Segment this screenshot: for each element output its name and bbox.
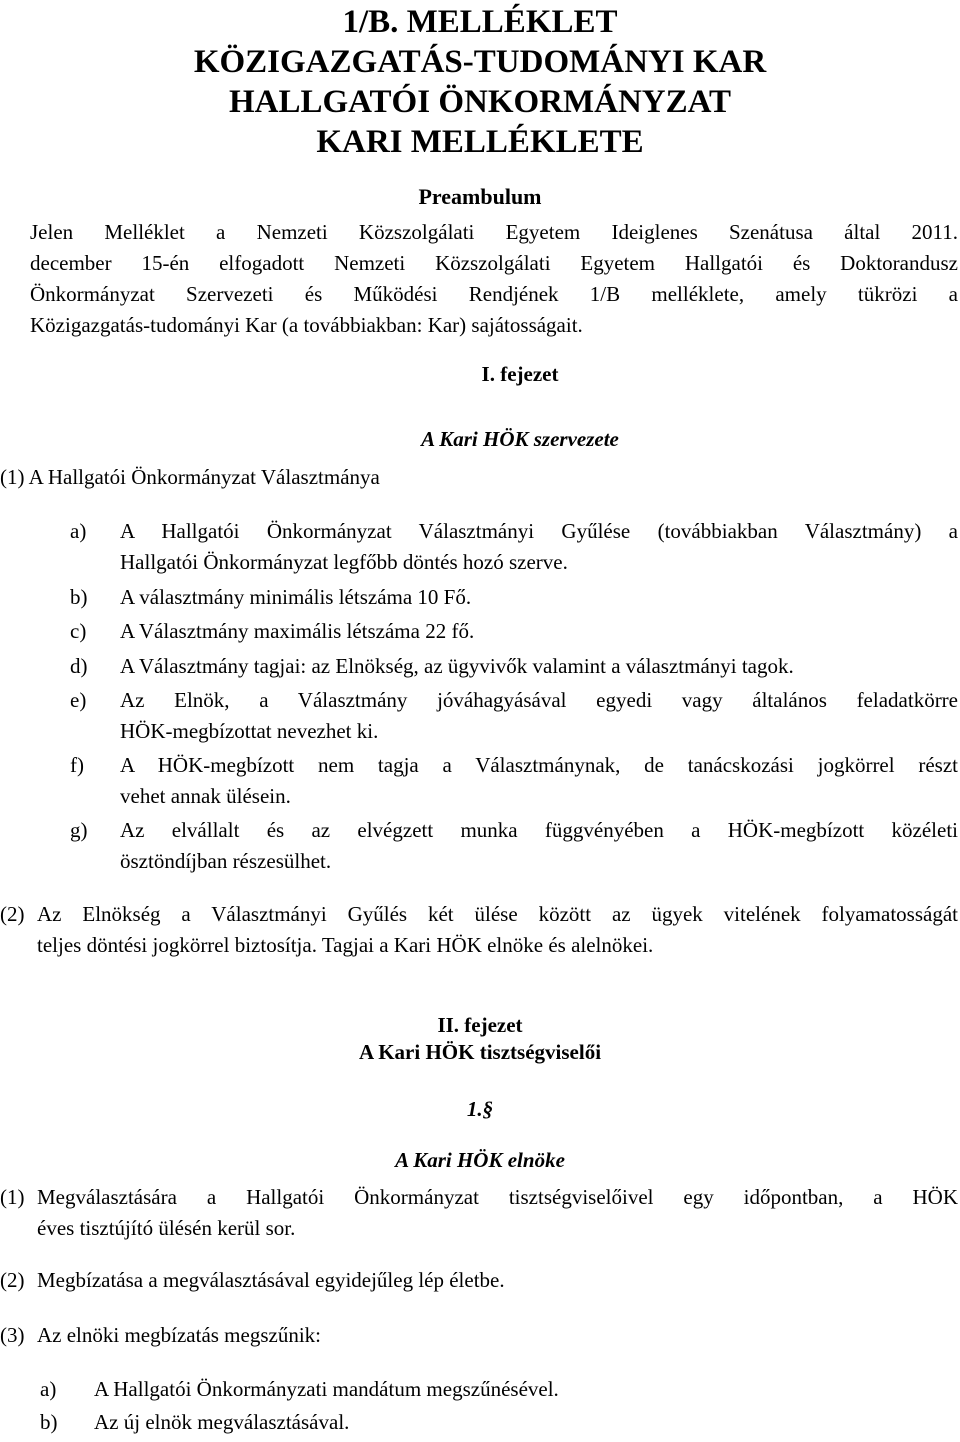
chapter-2-paragraph-3: (3) Az elnöki megbízatás megszűnik:: [0, 1323, 322, 1347]
list-item: b) Az új elnök megválasztásával.: [40, 1410, 350, 1434]
title-line-2: KÖZIGAZGATÁS-TUDOMÁNYI KAR: [193, 44, 767, 80]
chapter-1-heading: I. fejezet: [481, 362, 559, 386]
chapter-1-paragraph-1: (1) A Hallgatói Önkormányzat Választmánya: [0, 465, 380, 489]
chapter-1-subheading: A Kari HÖK szervezete: [421, 427, 619, 451]
preamble-line-1: Jelen Melléklet a Nemzeti Közszolgálati Egyetem Ideiglenes Szenátusa által 2011.: [30, 220, 958, 244]
list-item: e) Az Elnök, a Választmány jóváhagyásával egyedi vagy általános feladatkörre HÖK-megbízottat nevezhet ki.: [70, 688, 958, 743]
preamble-text: [30, 217, 958, 341]
preamble-heading: Preambulum: [418, 184, 542, 209]
section-title: A Kari HÖK elnöke: [395, 1148, 565, 1172]
chapter-1-paragraph-2: (2) Az Elnökség a Választmányi Gyűlés két ülése között az ügyek vitelének folyamatosságát teljes döntési jogkörrel biztosítja. Tagjai a Kari HÖK elnöke és alelnökei.: [0, 902, 958, 957]
list-item: d) A Választmány tagjai: az Elnökség, az ügyvivők valamint a választmányi tagok.: [70, 654, 794, 678]
chapter-2-heading: II. fejezet: [437, 1013, 523, 1037]
section-number: 1.§: [466, 1097, 494, 1121]
preamble-line-2: december 15-én elfogadott Nemzeti Közszolgálati Egyetem Hallgatói és Doktorandusz: [30, 251, 958, 275]
list-item: c) A Választmány maximális létszáma 22 fő.: [70, 619, 475, 643]
document-title: [0, 2, 960, 162]
list-item: f) A HÖK-megbízott nem tagja a Választmánynak, de tanácskozási jogkörrel részt vehet annak ülésein.: [70, 753, 958, 808]
list-item: a) A Hallgatói Önkormányzat Választmányi Gyűlése (továbbiakban Választmány) a Hallgatói Önkormányzat legfőbb döntés hozó szerve.: [70, 519, 958, 574]
list-item: g) Az elvállalt és az elvégzett munka függvényében a HÖK-megbízott közéleti ösztöndíjban részesülhet.: [70, 818, 958, 873]
title-line-3: HALLGATÓI ÖNKORMÁNYZAT: [228, 84, 732, 120]
chapter-2-paragraph-2: (2) Megbízatása a megválasztásával egyidejűleg lép életbe.: [0, 1268, 505, 1292]
preamble-line-4: Közigazgatás-tudományi Kar (a továbbiakban: Kar) sajátosságait.: [30, 313, 583, 337]
title-line-4: KARI MELLÉKLETE: [316, 124, 644, 160]
title-line-1: 1/B. MELLÉKLET: [342, 4, 618, 40]
list-item: b) A választmány minimális létszáma 10 Fő.: [70, 585, 472, 609]
preamble-line-3: Önkormányzat Szervezeti és Működési Rendjének 1/B melléklete, amely tükrözi a: [30, 282, 958, 306]
chapter-2-subheading: A Kari HÖK tisztségviselői: [358, 1040, 602, 1064]
chapter-2-paragraph-1: (1) Megválasztására a Hallgatói Önkormányzat tisztségviselőivel egy időpontban, a HÖK éves tisztújító ülésén kerül sor.: [0, 1185, 958, 1240]
list-item: a) A Hallgatói Önkormányzati mandátum megszűnésével.: [40, 1377, 559, 1401]
